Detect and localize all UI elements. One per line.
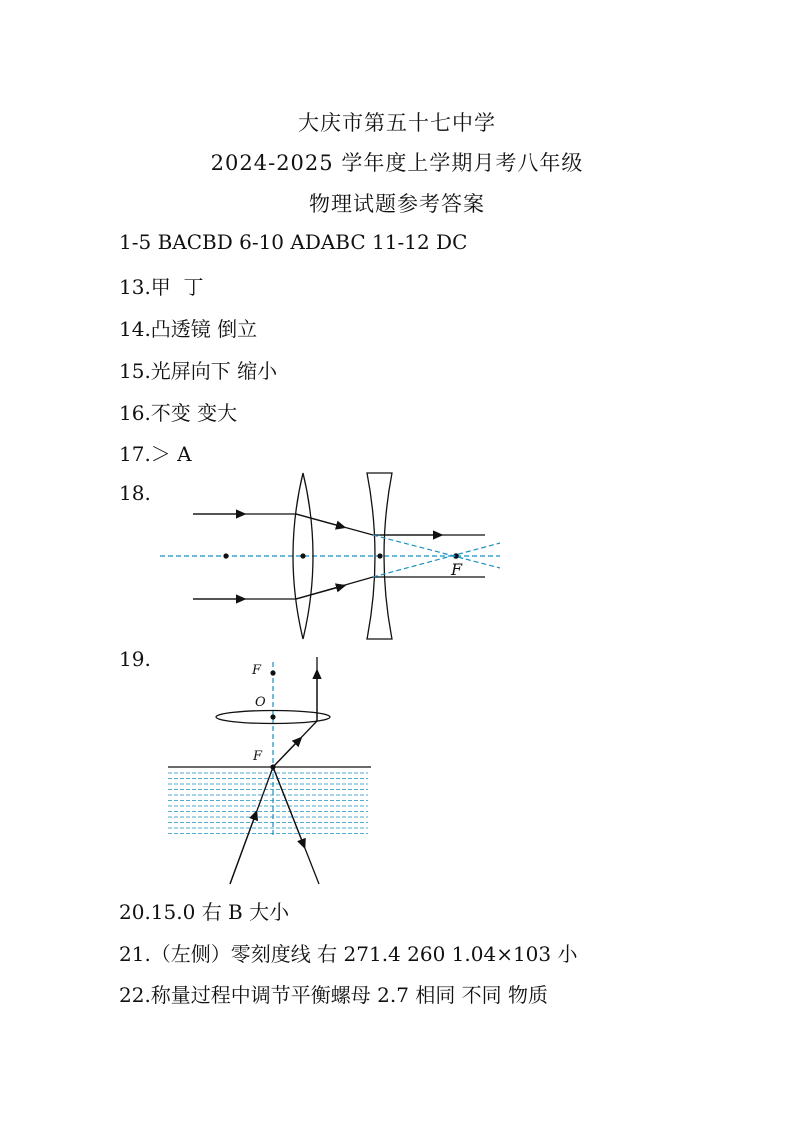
answer-line-18: 18.: [119, 481, 151, 505]
lower-ray: [193, 577, 485, 599]
answer-line-21: 21.（左侧）零刻度线 右 271.4 260 1.04×103 小: [119, 942, 578, 966]
answer-line-22: 22.称量过程中调节平衡螺母 2.7 相同 不同 物质: [119, 983, 549, 1007]
answer-line-15: 15.光屏向下 缩小: [119, 359, 278, 383]
convex-center-dot: [300, 553, 305, 558]
answer-line-14: 14.凸透镜 倒立: [119, 317, 258, 341]
lens-ray-diagram-18: [155, 470, 515, 645]
answer-line-20: 20.15.0 右 B 大小: [119, 900, 290, 924]
focus-bottom-label: F: [253, 749, 263, 764]
optical-center-label: O: [255, 695, 266, 710]
focus-top-label: F: [252, 663, 262, 678]
concave-center-dot: [377, 553, 382, 558]
answer-line-13: 13.甲 丁: [119, 275, 204, 299]
answer-line-choice: 1-5 BACBD 6-10 ADABC 11-12 DC: [119, 230, 468, 254]
exam-title: 2024-2025 学年度上学期月考八年级: [210, 151, 584, 175]
upper-ray: [193, 514, 485, 535]
focus-top-dot: [270, 670, 275, 675]
optical-center-dot: [270, 714, 275, 719]
answer-line-17: 17.＞ A: [119, 442, 192, 466]
focus-label: F: [451, 560, 463, 579]
focal-point-dot: [223, 553, 228, 558]
lens-water-diagram-19: [160, 652, 380, 888]
answer-line-19: 19.: [119, 647, 151, 671]
school-name: 大庆市第五十七中学: [298, 111, 496, 135]
extension-line-lower: [373, 543, 500, 577]
subject-title: 物理试题参考答案: [309, 192, 485, 216]
extension-line-upper: [373, 535, 500, 568]
answer-line-16: 16.不变 变大: [119, 401, 238, 425]
